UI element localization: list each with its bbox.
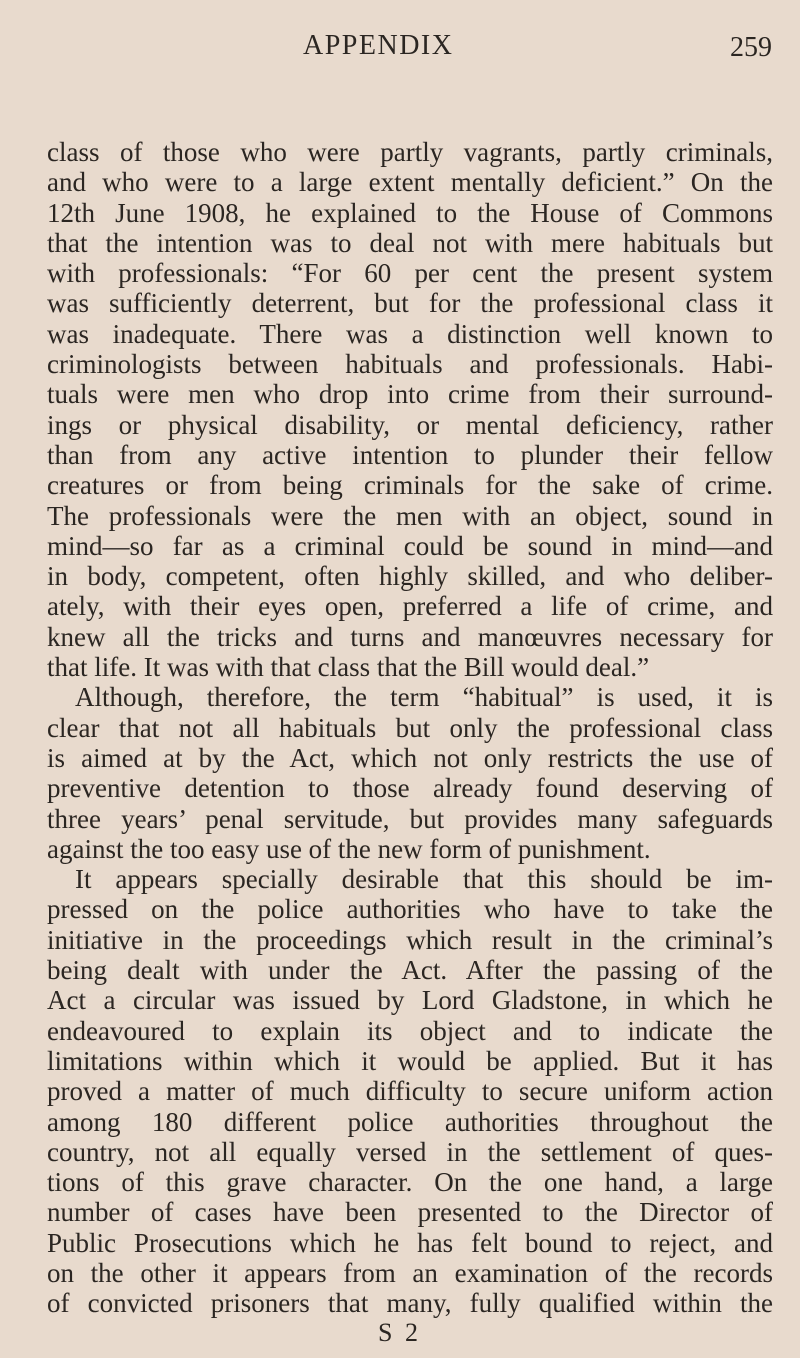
text-line: was sufficiently deterrent, but for the professional class it xyxy=(47,288,773,319)
text-line: knew all the tricks and turns and manœuvres necessary for xyxy=(47,621,773,652)
text-line: is aimed at by the Act, which not only restricts the use of xyxy=(47,742,773,773)
text-line: that life. It was with that class that the Bill would deal.” xyxy=(47,652,650,683)
text-line: It appears specially desirable that this should be im- xyxy=(75,864,773,895)
text-line: against the too easy use of the new form of punishment. xyxy=(47,833,651,864)
text-line: 12th June 1908, he explained to the House of Commons xyxy=(47,197,773,228)
text-line: of convicted prisoners that many, fully qualified within the xyxy=(47,1288,773,1319)
text-line: creatures or from being criminals for the sake of crime. xyxy=(47,470,773,501)
text-line: than from any active intention to plunder their fellow xyxy=(47,439,773,470)
text-line: initiative in the proceedings which result in the criminal’s xyxy=(47,924,773,955)
printer-signature-mark: S 2 xyxy=(378,1318,421,1347)
text-line: limitations within which it would be applied. But it has xyxy=(47,1045,773,1076)
text-line: pressed on the police authorities who have to take the xyxy=(47,894,773,925)
text-line: country, not all equally versed in the settlement of ques- xyxy=(47,1136,773,1167)
text-line: clear that not all habituals but only the professional class xyxy=(47,712,773,743)
page-header xyxy=(0,30,800,70)
text-line: endeavoured to explain its object and to indicate the xyxy=(47,1015,773,1046)
text-line: and who were to a large extent mentally deficient.” On the xyxy=(47,167,773,198)
text-line: ings or physical disability, or mental deficiency, rather xyxy=(47,409,773,440)
text-line: preventive detention to those already found deserving of xyxy=(47,773,773,804)
text-line: number of cases have been presented to the Director of xyxy=(47,1197,773,1228)
text-line: Act a circular was issued by Lord Gladstone, in which he xyxy=(47,985,773,1016)
text-line: with professionals: “For 60 per cent the present system xyxy=(47,258,773,289)
text-line: Public Prosecutions which he has felt bound to reject, and xyxy=(47,1227,773,1258)
running-title: APPENDIX xyxy=(303,30,454,61)
text-line: tuals were men who drop into crime from their surround- xyxy=(47,379,773,410)
body-text xyxy=(47,137,773,1319)
text-line: ately, with their eyes open, preferred a life of crime, and xyxy=(47,591,773,622)
text-line: class of those who were partly vagrants, partly criminals, xyxy=(47,137,773,167)
text-line: The professionals were the men with an object, sound in xyxy=(47,500,773,531)
text-line: mind—so far as a criminal could be sound in mind—and xyxy=(47,530,773,561)
text-line: criminologists between habituals and professionals. Habi- xyxy=(47,349,773,380)
text-line: among 180 different police authorities throughout the xyxy=(47,1106,773,1137)
text-line: was inadequate. There was a distinction well known to xyxy=(47,318,773,349)
page-number: 259 xyxy=(730,32,772,63)
text-line: on the other it appears from an examination of the records xyxy=(47,1257,773,1288)
text-line: tions of this grave character. On the one hand, a large xyxy=(47,1167,773,1198)
text-line: in body, competent, often highly skilled, and who deliber- xyxy=(47,561,773,592)
text-line: that the intention was to deal not with mere habituals but xyxy=(47,227,773,258)
text-line: proved a matter of much difficulty to secure uniform action xyxy=(47,1076,773,1107)
text-line: Although, therefore, the term “habitual” is used, it is xyxy=(75,682,773,713)
text-line: being dealt with under the Act. After the passing of the xyxy=(47,955,773,986)
text-line: three years’ penal servitude, but provides many safeguards xyxy=(47,803,773,834)
